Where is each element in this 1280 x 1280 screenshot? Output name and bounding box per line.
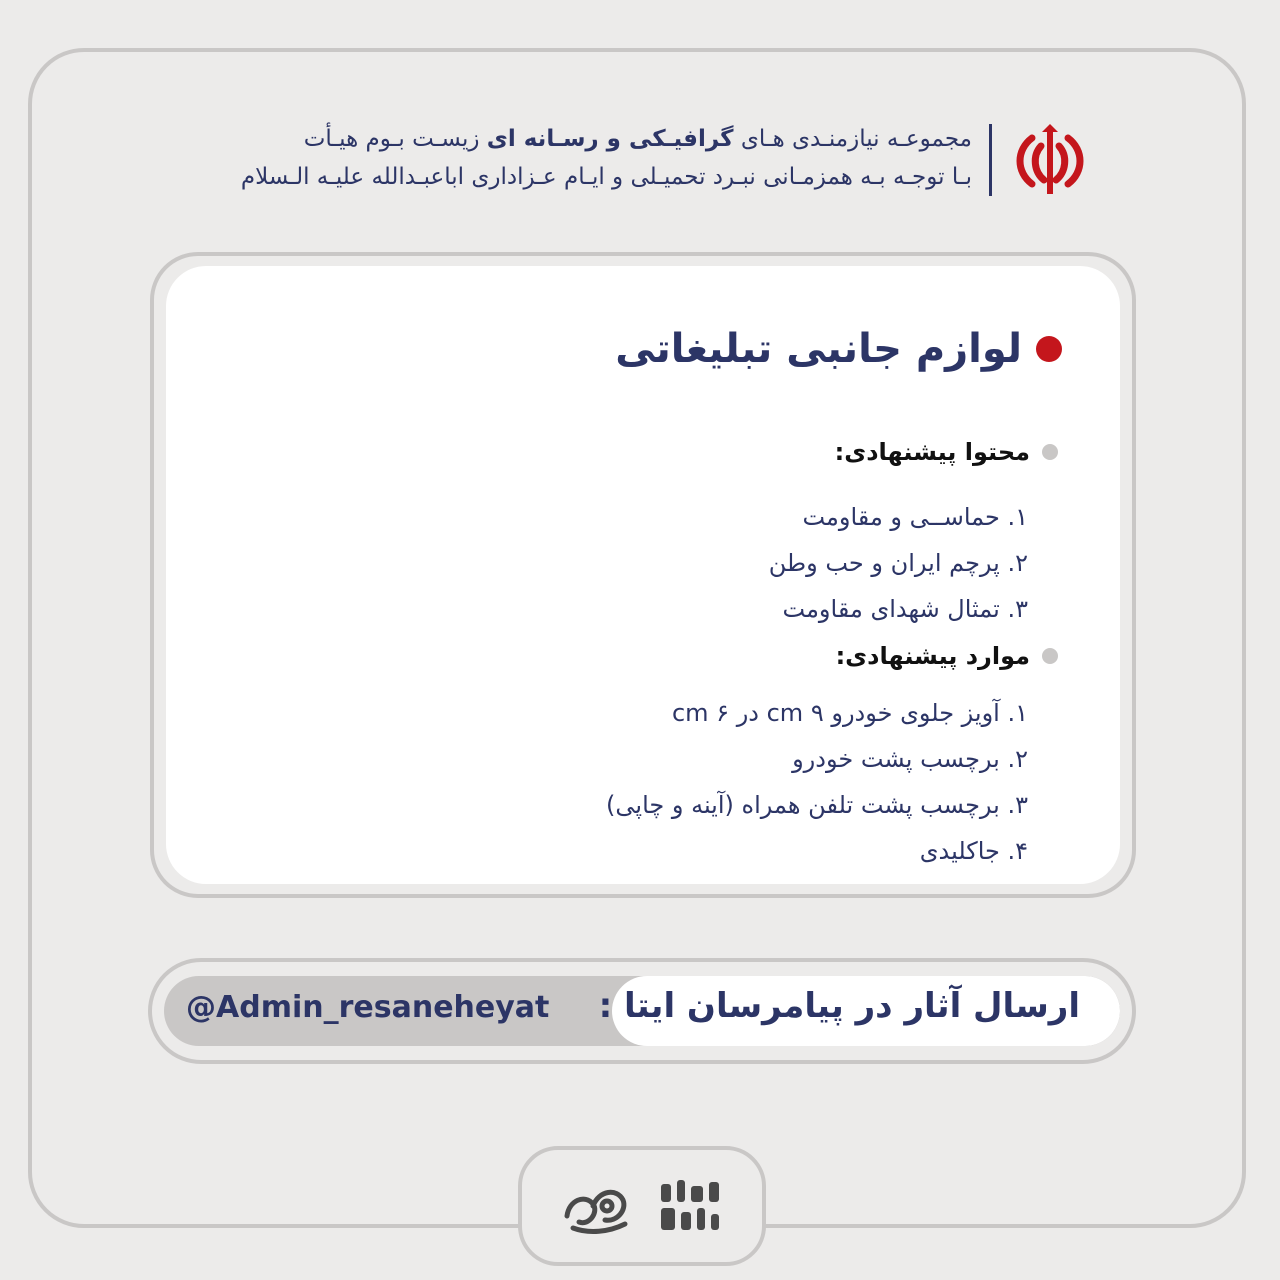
card-title-row xyxy=(615,326,1062,372)
items-section-title: موارد پیشنهادی: xyxy=(835,642,1030,670)
grey-bullet-icon xyxy=(1042,648,1058,664)
list-item: ۲. برچسب پشت خودرو xyxy=(792,745,1028,773)
items-list xyxy=(606,690,1058,874)
header xyxy=(190,118,1090,202)
content-list xyxy=(769,494,1058,632)
grey-bullet-icon xyxy=(1042,444,1058,460)
list-item: ۴. جاکلیدی xyxy=(919,837,1028,865)
footer-logo-tab xyxy=(518,1146,766,1266)
list-item: ۳. برچسب پشت تلفن همراه (آینه و چاپی) xyxy=(606,791,1028,819)
items-section xyxy=(606,642,1058,874)
content-section-title: محتوا پیشنهادی: xyxy=(834,438,1030,466)
header-highlight: گرافیـکی و رسـانه ای xyxy=(486,126,734,152)
header-line-1: مجموعـه نیازمنـدی هـای گرافیـکی و رسـانه ای زیسـت بـوم هیـأت xyxy=(303,126,972,152)
content-section xyxy=(769,438,1058,632)
heyat-calligraphy-logo-icon xyxy=(559,1176,633,1236)
list-item: ۲. پرچم ایران و حب وطن xyxy=(768,549,1028,577)
header-text xyxy=(202,120,972,196)
items-section-header xyxy=(606,642,1058,670)
header-divider xyxy=(989,124,992,196)
admin-handle-link[interactable]: @Admin_resaneheyat xyxy=(186,990,550,1025)
submit-label: ارسال آثار در پیامرسان ایتا : xyxy=(598,986,1080,1026)
list-item: ۱. آویز جلوی خودرو ۹ cm در ۶ cm xyxy=(671,699,1028,727)
list-item: ۳. تمثال شهدای مقاومت xyxy=(782,595,1028,623)
submit-label-box xyxy=(598,976,1120,1046)
resane-heyat-logo-icon xyxy=(655,1176,725,1236)
list-item: ۱. حماســی و مقاومت xyxy=(802,503,1028,531)
content-section-header xyxy=(769,438,1058,466)
header-line-2: بـا توجـه بـه همزمـانی نبـرد تحمیـلی و ایـام عـزاداری اباعبـدالله علیـه الـسلام xyxy=(240,164,972,190)
red-bullet-icon xyxy=(1036,336,1062,362)
card-title: لوازم جانبی تبلیغاتی xyxy=(615,326,1022,372)
iran-emblem-icon xyxy=(1010,120,1090,200)
submit-pill xyxy=(164,976,1120,1046)
